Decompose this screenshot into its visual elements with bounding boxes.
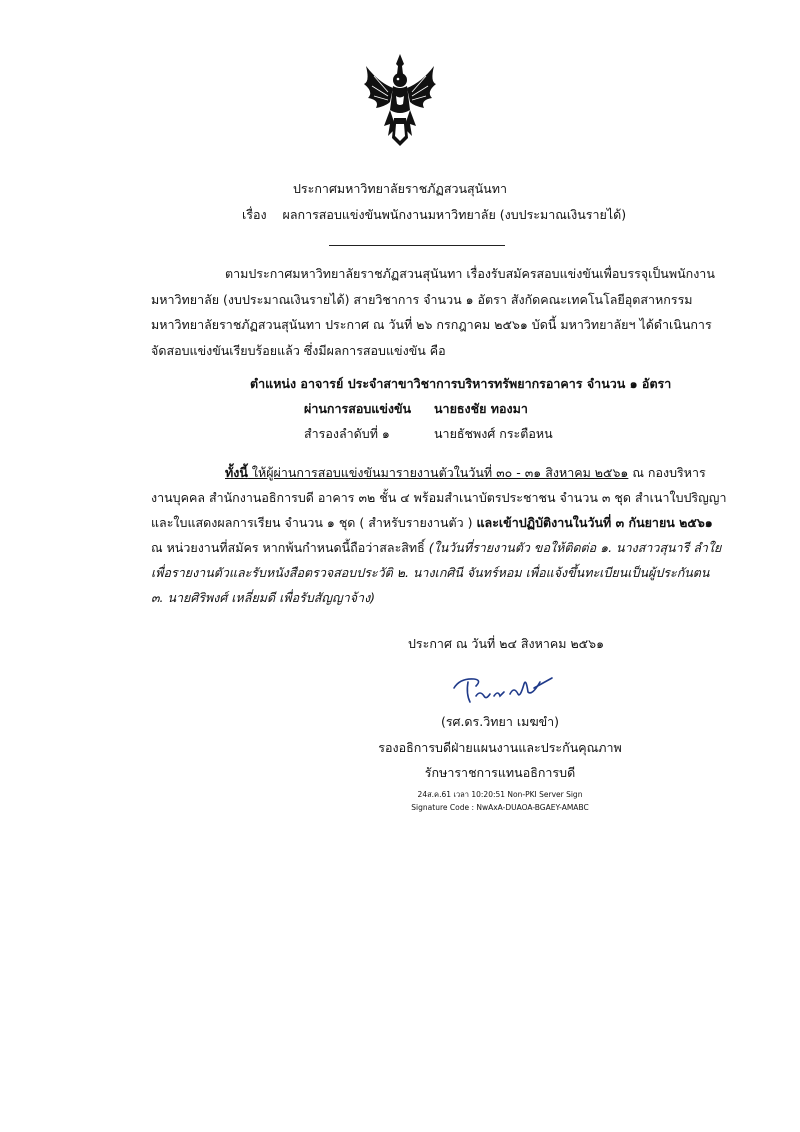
result-reserve-label: สำรองลำดับที่ ๑ [304,426,390,441]
subject-label: เรื่อง [242,207,267,222]
signer-acting-title: รักษาราชการแทนอธิการบดี [424,765,576,780]
para1-line4: จัดสอบแข่งขันเรียบร้อยแล้ว ซึ่งมีผลการสอบแข่งขัน คือ [151,343,446,358]
signature-icon [448,670,558,710]
para2-lead: ทั้งนี้ [225,465,248,480]
result-reserve-name: นายธัชพงศ์ กระตือหน [434,426,553,441]
result-pass-name: นายธงชัย ทองมา [434,401,528,416]
result-pass-label: ผ่านการสอบแข่งขัน [304,401,412,416]
para1-line2: มหาวิทยาลัย (งบประมาณเงินรายได้) สายวิชาการ จำนวน ๑ อัตรา สังกัดคณะเทคโนโลยีอุตสาหกรรม [151,292,693,307]
para2-line2: งานบุคคล สำนักงานอธิการบดี อาคาร ๓๒ ชั้น ๔ พร้อมสำเนาบัตรประชาชน จำนวน ๓ ชุด สำเนาใบปริญญา [151,490,727,505]
para2-line3 [151,514,713,532]
para2-line5: เพื่อรายงานตัวและรับหนังสือตรวจสอบประวัติ ๒. นางเกศินี จันทร์หอม เพื่อแจ้งขึ้นทะเบียนเป็นผู้ประกันตน [151,565,710,580]
para2-line1 [225,464,706,482]
para1-line1: ตามประกาศมหาวิทยาลัยราชภัฏสวนสุนันทา เรื่องรับสมัครสอบแข่งขันเพื่อบรรจุเป็นพนักงาน [225,266,715,281]
sign-code: Signature Code : NwAxA-DUAOA-BGAEY-AMABC [411,803,589,812]
para2-line6: ๓. นายศิริพงศ์ เหลี่ยมดี เพื่อรับสัญญาจ้าง) [151,590,376,605]
position-heading: ตำแหน่ง อาจารย์ ประจำสาขาวิชาการบริหารทรัพยากรอาคาร จำนวน ๑ อัตรา [250,376,672,391]
subject-line [242,206,626,224]
para2-location: ณ กองบริหาร [628,465,706,480]
para1-line3: มหาวิทยาลัยราชภัฏสวนสุนันทา ประกาศ ณ วันที่ ๒๖ กรกฎาคม ๒๕๖๑ บัดนี้ มหาวิทยาลัยฯ ได้ดำเนินการ [151,317,712,332]
signer-title: รองอธิการบดีฝ่ายแผนงานและประกันคุณภาพ [378,740,622,755]
header-divider [329,245,505,246]
para2-contact: (ในวันที่รายงานตัว ขอให้ติดต่อ ๑. นางสาวสุนารี ลำใย [428,540,722,555]
para2-start-date: และเข้าปฏิบัติงานในวันที่ ๓ กันยายน ๒๕๖๑ [476,515,713,530]
para2-forfeit: ณ หน่วยงานที่สมัคร หากพ้นกำหนดนี้ถือว่าสละสิทธิ์ [151,540,429,555]
para2-transcript: และใบแสดงผลการเรียน จำนวน ๑ ชุด ( สำหรับรายงานตัว ) [151,515,477,530]
announce-date: ประกาศ ณ วันที่ ๒๔ สิงหาคม ๒๕๖๑ [408,636,605,651]
para2-report-date: ให้ผู้ผ่านการสอบแข่งขันมารายงานตัวในวันที่ ๓๐ - ๓๑ สิงหาคม ๒๕๖๑ [247,465,629,480]
sign-timestamp: 24ส.ค.61 เวลา 10:20:51 Non-PKI Server Sign [417,790,583,799]
garuda-emblem-icon [360,52,440,148]
para2-line4 [151,539,721,557]
subject-text: ผลการสอบแข่งขันพนักงานมหาวิทยาลัย (งบประมาณเงินรายได้) [282,207,627,222]
signer-name: (รศ.ดร.วิทยา เมฆขำ) [440,714,560,729]
document-title: ประกาศมหาวิทยาลัยราชภัฏสวนสุนันทา [293,181,507,196]
